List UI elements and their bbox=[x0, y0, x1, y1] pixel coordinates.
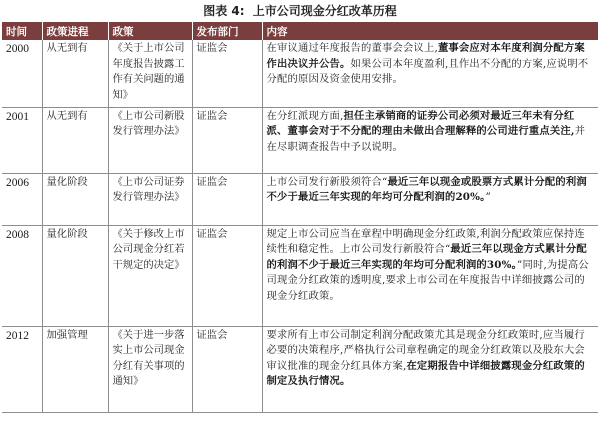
cell-year: 2001 bbox=[2, 107, 42, 173]
cell-dept: 证监会 bbox=[192, 326, 262, 412]
cell-policy: 《关于上市公司年度报告披露工作有关问题的通知》 bbox=[108, 40, 192, 107]
content-text: 如果公司本年度盈利,且作出不分配的方案,应说明不分配的原因及资金使用安排。 bbox=[266, 57, 589, 85]
cell-policy: 《关于进一步落实上市公司现金分红有关事项的通知》 bbox=[108, 326, 192, 412]
cell-stage: 量化阶段 bbox=[42, 225, 108, 326]
caption-text: 上市公司现金分红改革历程 bbox=[252, 4, 397, 18]
content-text: 并在尽职调查报告中予以说明。 bbox=[266, 125, 586, 153]
content-text: 规定上市公司应当在章程中明确现金分红政策,利润分配政策应保持连续性和稳定性。上市公司发行新股符合“ bbox=[266, 227, 585, 255]
reform-history-table bbox=[2, 22, 598, 413]
cell-content bbox=[262, 326, 598, 412]
table-row bbox=[2, 107, 598, 173]
header-content: 内容 bbox=[262, 22, 598, 40]
cell-policy: 《上市公司新股发行管理办法》 bbox=[108, 107, 192, 173]
cell-dept: 证监会 bbox=[192, 40, 262, 107]
table-row bbox=[2, 40, 598, 107]
header-row bbox=[2, 22, 598, 40]
content-text-bold: 担任主承销商的证券公司必须对最近三年未有分红派、董事会对于不分配的理由未做出合理解释的公司进行重点关注, bbox=[266, 109, 575, 137]
cell-content bbox=[262, 225, 598, 326]
content-text: 在审议通过年度报告的董事会会议上, bbox=[266, 42, 438, 54]
table-caption bbox=[0, 0, 600, 22]
content-text-bold: 董事会应对本年度利润分配方案作出决议并公告。 bbox=[266, 42, 585, 70]
cell-stage: 加强管理 bbox=[42, 326, 108, 412]
content-text-bold: 最近三年以现金或股票方式累计分配的利润不少于最近三年实现的年均可分配利润的20%。 bbox=[266, 175, 587, 203]
cell-policy: 《上市公司证券发行管理办法》 bbox=[108, 173, 192, 225]
cell-dept: 证监会 bbox=[192, 173, 262, 225]
cell-policy: 《关于修改上市公司现金分红若干规定的决定》 bbox=[108, 225, 192, 326]
content-text-bold: 在定期报告中详细披露现金分红政策的制定及执行情况。 bbox=[266, 359, 585, 387]
content-text: ” bbox=[485, 191, 491, 203]
content-text: 要求所有上市公司制定利润分配政策尤其是现金分红政策时,应当履行必要的决策程序,严格执行公司章程确定的现金分红政策以及股东大会审议批准的现金分红具体方案, bbox=[266, 328, 585, 372]
header-policy: 政策 bbox=[108, 22, 192, 40]
cell-year: 2000 bbox=[2, 40, 42, 107]
header-time: 时间 bbox=[2, 22, 42, 40]
cell-year: 2006 bbox=[2, 173, 42, 225]
cell-dept: 证监会 bbox=[192, 225, 262, 326]
header-stage: 政策进程 bbox=[42, 22, 108, 40]
cell-year: 2012 bbox=[2, 326, 42, 412]
content-text: 上市公司发行新股须符合“ bbox=[266, 175, 388, 188]
header-dept: 发布部门 bbox=[192, 22, 262, 40]
content-text-bold: 最近三年以现金方式累计分配的利润不少于最近三年实现的年均可分配利润的30%。 bbox=[266, 243, 587, 271]
table-row bbox=[2, 326, 598, 412]
table-row bbox=[2, 173, 598, 225]
cell-stage: 量化阶段 bbox=[42, 173, 108, 225]
cell-year: 2008 bbox=[2, 225, 42, 326]
content-text: ”同时,为提高公司现金分红政策的透明度,要求上市公司在年度报告中详细披露公司的现金分红政策。 bbox=[266, 258, 589, 302]
cell-content bbox=[262, 40, 598, 107]
cell-stage: 从无到有 bbox=[42, 107, 108, 173]
cell-content bbox=[262, 173, 598, 225]
cell-content bbox=[262, 107, 598, 173]
table-row bbox=[2, 225, 598, 326]
content-text: 在分红派现方面, bbox=[266, 109, 344, 122]
cell-dept: 证监会 bbox=[192, 107, 262, 173]
cell-stage: 从无到有 bbox=[42, 40, 108, 107]
caption-label: 图表 4: bbox=[203, 4, 245, 18]
